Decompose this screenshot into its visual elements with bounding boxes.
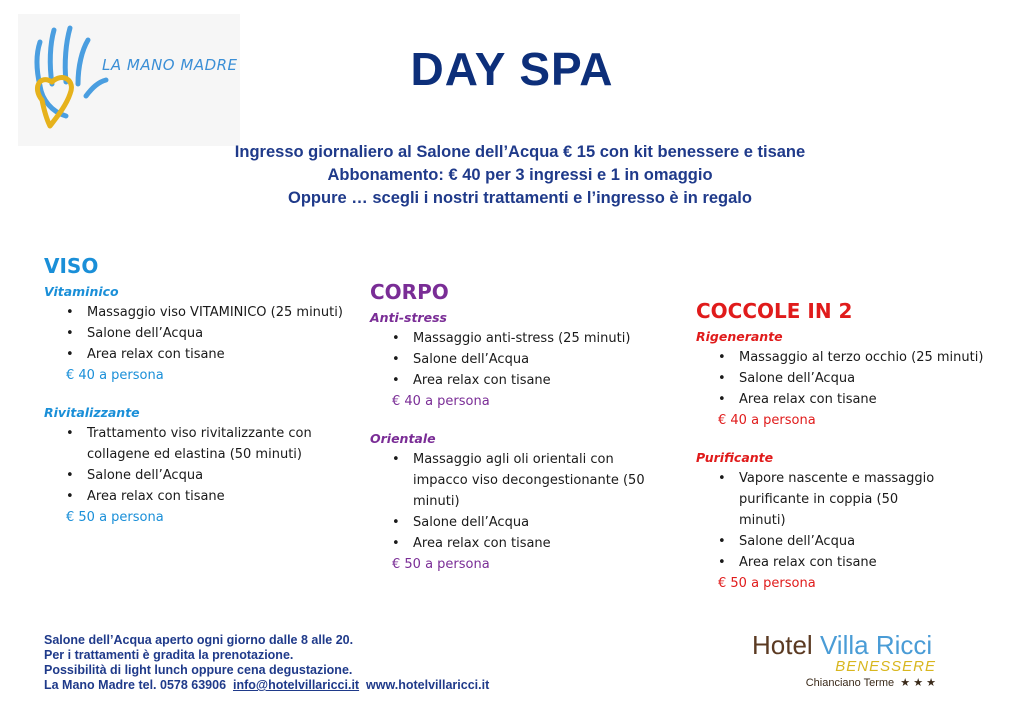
section-coccole-in-2 <box>696 299 996 613</box>
package-price: € 40 a persona <box>66 368 164 383</box>
footer-contact <box>44 678 489 693</box>
package-items <box>44 423 344 507</box>
section-title: VISO <box>44 254 99 278</box>
footer-hours: Salone dell’Acqua aperto ogni giorno dalle 8 alle 20. <box>44 633 354 647</box>
intro-line-entry: Ingresso giornaliero al Salone dell’Acqua € 15 con kit benessere e tisane <box>234 143 806 161</box>
footer-phone: La Mano Madre tel. 0578 63906 <box>44 678 227 692</box>
package-name: Rivitalizzante <box>44 405 140 420</box>
package-items <box>370 328 670 391</box>
intro-block <box>0 141 1024 210</box>
package-price: € 50 a persona <box>66 510 164 525</box>
package-items <box>696 347 996 410</box>
section-title: COCCOLE IN 2 <box>696 299 853 323</box>
package-name: Orientale <box>370 431 436 446</box>
hotel-location-text: Chianciano Terme <box>805 677 895 689</box>
intro-line-subscription: Abbonamento: € 40 per 3 ingressi e 1 in omaggio <box>327 166 713 184</box>
package-price: € 40 a persona <box>392 394 490 409</box>
hotel-name <box>752 630 942 661</box>
list-item: • Massaggio viso VITAMINICO (25 minuti) <box>66 302 344 323</box>
hotel-villa-ricci-logo <box>752 630 942 689</box>
list-item: • Massaggio agli oli orientali con impacco viso decongestionante (50 minuti) <box>392 449 654 512</box>
package-price: € 50 a persona <box>718 576 816 591</box>
list-item: • Salone dell’Acqua <box>392 349 670 370</box>
list-item: • Area relax con tisane <box>718 389 996 410</box>
intro-line-offer: Oppure … scegli i nostri trattamenti e l’ingresso è in regalo <box>288 189 752 207</box>
list-item: • Salone dell’Acqua <box>718 531 996 552</box>
list-item: • Trattamento viso rivitalizzante con collagene ed elastina (50 minuti) <box>66 423 318 465</box>
list-item: • Salone dell’Acqua <box>66 323 344 344</box>
package-items <box>370 449 670 554</box>
list-item: • Salone dell’Acqua <box>392 512 670 533</box>
hotel-name-part1: Hotel <box>752 630 813 660</box>
email-link[interactable]: info@hotelvillaricci.it <box>232 678 360 692</box>
package-price: € 40 a persona <box>718 413 816 428</box>
package-name: Anti-stress <box>370 310 447 325</box>
hotel-location <box>752 676 942 689</box>
logo-text: LA MANO MADRE <box>102 56 238 74</box>
list-item: • Area relax con tisane <box>392 533 670 554</box>
package-items <box>44 302 344 365</box>
list-item: • Area relax con tisane <box>66 344 344 365</box>
footer-info <box>44 633 489 693</box>
list-item: • Vapore nascente e massaggio purificante in coppia (50 minuti) <box>718 468 940 531</box>
section-viso <box>44 254 344 547</box>
list-item: • Area relax con tisane <box>66 486 344 507</box>
star-icon: ★ ★ ★ <box>900 677 936 689</box>
page-title: DAY SPA <box>410 43 614 95</box>
package-name: Rigenerante <box>696 329 783 344</box>
list-item: • Salone dell’Acqua <box>718 368 996 389</box>
list-item: • Salone dell’Acqua <box>66 465 344 486</box>
section-corpo <box>370 280 670 594</box>
website-link[interactable]: www.hotelvillaricci.it <box>366 678 490 692</box>
package-price: € 50 a persona <box>392 557 490 572</box>
list-item: • Area relax con tisane <box>718 552 996 573</box>
package-name: Vitaminico <box>44 284 119 299</box>
package-name: Purificante <box>696 450 774 465</box>
section-title: CORPO <box>370 280 449 304</box>
footer-booking: Per i trattamenti è gradita la prenotazione. <box>44 648 294 662</box>
hotel-subtitle: BENESSERE <box>835 658 936 675</box>
list-item: • Massaggio al terzo occhio (25 minuti) <box>718 347 996 368</box>
footer-dining: Possibilità di light lunch oppure cena degustazione. <box>44 663 353 677</box>
list-item: • Area relax con tisane <box>392 370 670 391</box>
hotel-name-part2: Villa Ricci <box>819 630 933 660</box>
list-item: • Massaggio anti-stress (25 minuti) <box>392 328 670 349</box>
package-items <box>696 468 996 573</box>
